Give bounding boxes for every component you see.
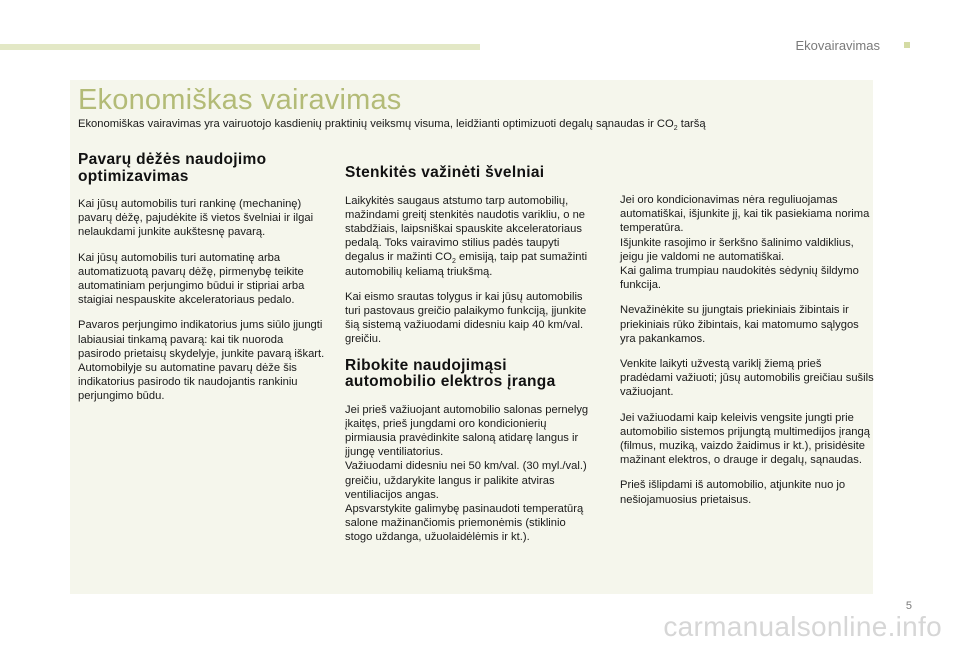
paragraph: Kai eismo srautas tolygus ir kai jūsų automobilis turi pastovaus greičio palaikymo funkciją, įjunkite šią sistemą važiuodami didesniu kaip 40 km/val. greičiu. xyxy=(345,290,587,346)
heading-smooth-driving: Stenkitės važinėti švelniai xyxy=(345,164,545,181)
text-line: Jei oro kondicionavimas nėra reguliuojamas automatiškai, išjunkite jį, kai tik pasiekiama norima temperatūra. xyxy=(620,194,870,235)
intro-text xyxy=(78,117,706,131)
text-line: emisiją, taip pat sumažinti automobilių keliamą triukšmą. xyxy=(345,251,588,278)
text-line: Automobilyje su automatine pavarų dėže šis indikatorius pasirodo tik naudojantis rankiniu perjungimo būdu. xyxy=(78,362,298,403)
heading-electrical-equipment: Ribokite naudojimąsi automobilio elektros įranga xyxy=(345,356,556,391)
paragraph: Kai jūsų automobilis turi rankinę (mechaninę) pavarų dėžę, pajudėkite iš vietos švelniai ir ilgai nelaukdami junkite aukštesnę pavarą. xyxy=(78,198,314,239)
text-line: Jei prieš važiuojant automobilio salonas pernelyg įkaitęs, prieš jungdami oro kondicionierių pirmiausia pravėdinkite saloną atidarę langus ir įjungę ventiliatorius. xyxy=(345,403,589,459)
subscript: 2 xyxy=(451,258,456,266)
paragraph xyxy=(620,193,874,292)
text-line: Pavaros perjungimo indikatorius jums siūlo įjungti labiausiai tinkamą pavarą: kai tik nuoroda pasirodo prietaisų skydelyje, junkite pavarą iškart. xyxy=(78,319,325,360)
watermark: carmanualsonline.info xyxy=(663,611,942,642)
page-number: 5 xyxy=(905,600,912,612)
column-tips xyxy=(620,193,874,518)
intro-subscript: 2 xyxy=(673,125,678,132)
paragraph xyxy=(78,318,328,403)
top-accent-bar xyxy=(0,44,480,50)
intro-tail: taršą xyxy=(677,118,706,130)
text-line: Laikykitės saugaus atstumo tarp automobilių, mažindami greitį stenkitės naudotis varikliu, o ne stabdžiais, laipsniškai spauskite akceleratoriaus pedalą. Toks vairavimo stilius padės taupyti degalus ir mažinti CO xyxy=(345,194,586,264)
heading-gearbox: Pavarų dėžės naudojimo optimizavimas xyxy=(78,151,267,185)
text-line: Apsvarstykite galimybę pasinaudoti temperatūrą salone mažinančiomis priemonėmis (stiklinio stogo uždanga, užuolaidėlėmis ir kt.). xyxy=(345,502,584,544)
column-smooth-driving xyxy=(345,165,595,556)
paragraph xyxy=(345,194,595,279)
paragraph: Kai jūsų automobilis turi automatinę arba automatizuotą pavarų dėžę, pirmenybę teikite automatiniam perjungimo būdui ir stipriai arba staigiai nespauskite akceleratoriaus pedalo. xyxy=(78,251,305,307)
text-line: Važiuodami didesniu nei 50 km/val. (30 myl./val.) greičiu, uždarykite langus ir palikite atviras ventiliacijos angas. xyxy=(345,460,587,501)
paragraph: Nevažinėkite su įjungtais priekiniais žibintais ir priekiniais rūko žibintais, kai matomumo sąlygos yra pakankamos. xyxy=(620,304,859,345)
paragraph: Prieš išlipdami iš automobilio, atjunkite nuo jo nešiojamuosius prietaisus. xyxy=(620,479,846,506)
paragraph xyxy=(345,403,595,545)
paragraph: Venkite laikyti užvestą variklį žiemą prieš pradėdami važiuoti; jūsų automobilis greičiau sušils važiuojant. xyxy=(620,358,874,399)
column-gearbox xyxy=(78,152,328,415)
page-title: Ekonomiškas vairavimas xyxy=(78,84,402,116)
content-panel xyxy=(70,80,873,594)
text-line: Kai galima trumpiau naudokitės sėdynių šildymo funkcija. xyxy=(620,265,859,292)
section-title: Ekovairavimas xyxy=(795,38,880,53)
text-line: Išjunkite rasojimo ir šerkšno šalinimo valdiklius, jeigu jie valdomi ne automatiškai. xyxy=(620,236,854,263)
paragraph: Jei važiuodami kaip keleivis vengsite jungti prie automobilio sistemos prijungtą multimedijos įrangą (filmus, muziką, vaizdo žaidimus ir kt.), prisidėsite mažinant elektros, o drauge ir degalų, sąnaudas. xyxy=(620,411,870,467)
section-marker xyxy=(904,42,910,48)
intro-main: Ekonomiškas vairavimas yra vairuotojo kasdienių praktinių veiksmų visuma, leidžianti optimizuoti degalų sąnaudas ir CO xyxy=(78,118,674,130)
